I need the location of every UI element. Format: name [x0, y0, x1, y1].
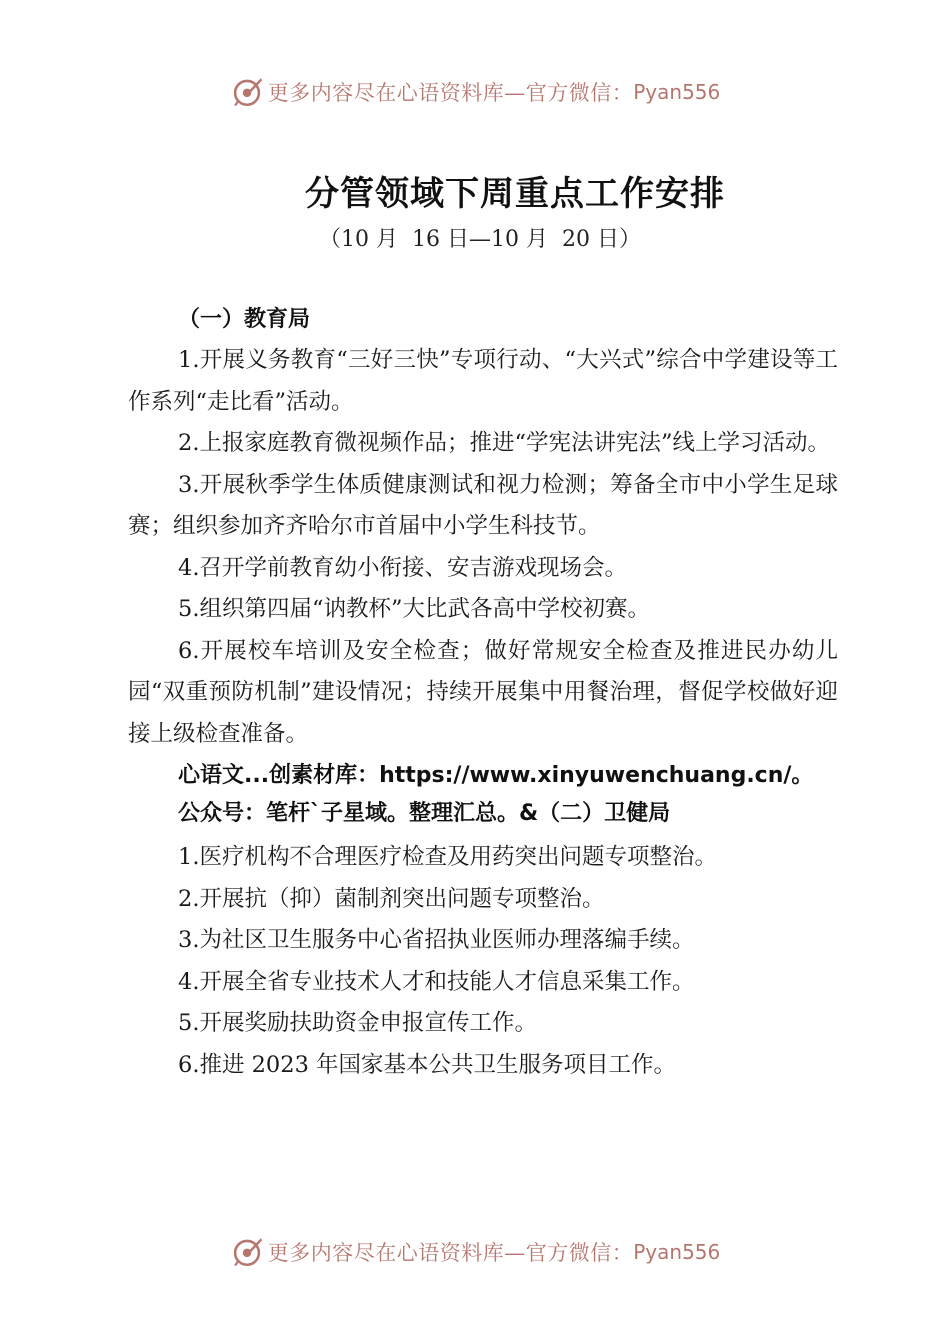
list-item: 4.开展全省专业技术人才和技能人才信息采集工作。	[178, 968, 695, 995]
list-item: 1.开展义务教育“三好三快”专项行动、“大兴式”综合中学建设等工作系列“走比看”活动。	[128, 347, 838, 415]
list-item: 4.召开学前教育幼小衔接、安吉游戏现场会。	[178, 554, 627, 581]
pen-logo-icon	[230, 75, 264, 109]
list-item: 2.上报家庭教育微视频作品；推进“学宪法讲宪法”线上学习活动。	[178, 430, 830, 456]
footer-banner	[0, 1232, 950, 1272]
source-line: 心语文...创素材库：https://www.xinyuwenchuang.cn/。	[178, 763, 814, 788]
section-health-list	[128, 837, 838, 1086]
section-heading-education: （一）教育局	[178, 307, 311, 332]
list-item: 5.组织第四届“讷教杯”大比武各高中学校初赛。	[178, 596, 650, 622]
list-item: 3.开展秋季学生体质健康测试和视力检测；筹备全市中小学生足球赛；组织参加齐齐哈尔市首届中小学生科技节。	[128, 471, 838, 539]
date-range: （10 月 16 日—10 月 20 日）	[319, 227, 641, 252]
list-item: 2.开展抗（抑）菌制剂突出问题专项整治。	[178, 885, 605, 912]
list-item: 5.开展奖励扶助资金申报宣传工作。	[178, 1010, 537, 1036]
section-heading-health: 公众号：笔杆`子星域。整理汇总。&（二）卫健局	[178, 801, 671, 826]
pen-logo-icon	[230, 1235, 264, 1269]
list-item: 3.为社区卫生服务中心省招执业医师办理落编手续。	[178, 927, 695, 953]
list-item: 6.推进 2023 年国家基本公共卫生服务项目工作。	[178, 1051, 677, 1078]
banner-text: 更多内容尽在心语资料库—官方微信：	[267, 81, 634, 105]
banner-wechat-id: Pyan556	[633, 1240, 721, 1264]
header-banner	[0, 72, 950, 112]
list-item: 1.医疗机构不合理医疗检查及用药突出问题专项整治。	[178, 844, 717, 870]
document-body	[128, 300, 838, 1086]
document-title: 分管领域下周重点工作安排	[305, 174, 725, 214]
list-item: 6.开展校车培训及安全检查；做好常规安全检查及推进民办幼儿园“双重预防机制”建设情况；持续开展集中用餐治理，督促学校做好迎接上级检查准备。	[128, 637, 838, 747]
section-education-list	[128, 340, 838, 755]
banner-wechat-id: Pyan556	[633, 80, 721, 104]
banner-text: 更多内容尽在心语资料库—官方微信：	[267, 1241, 634, 1265]
